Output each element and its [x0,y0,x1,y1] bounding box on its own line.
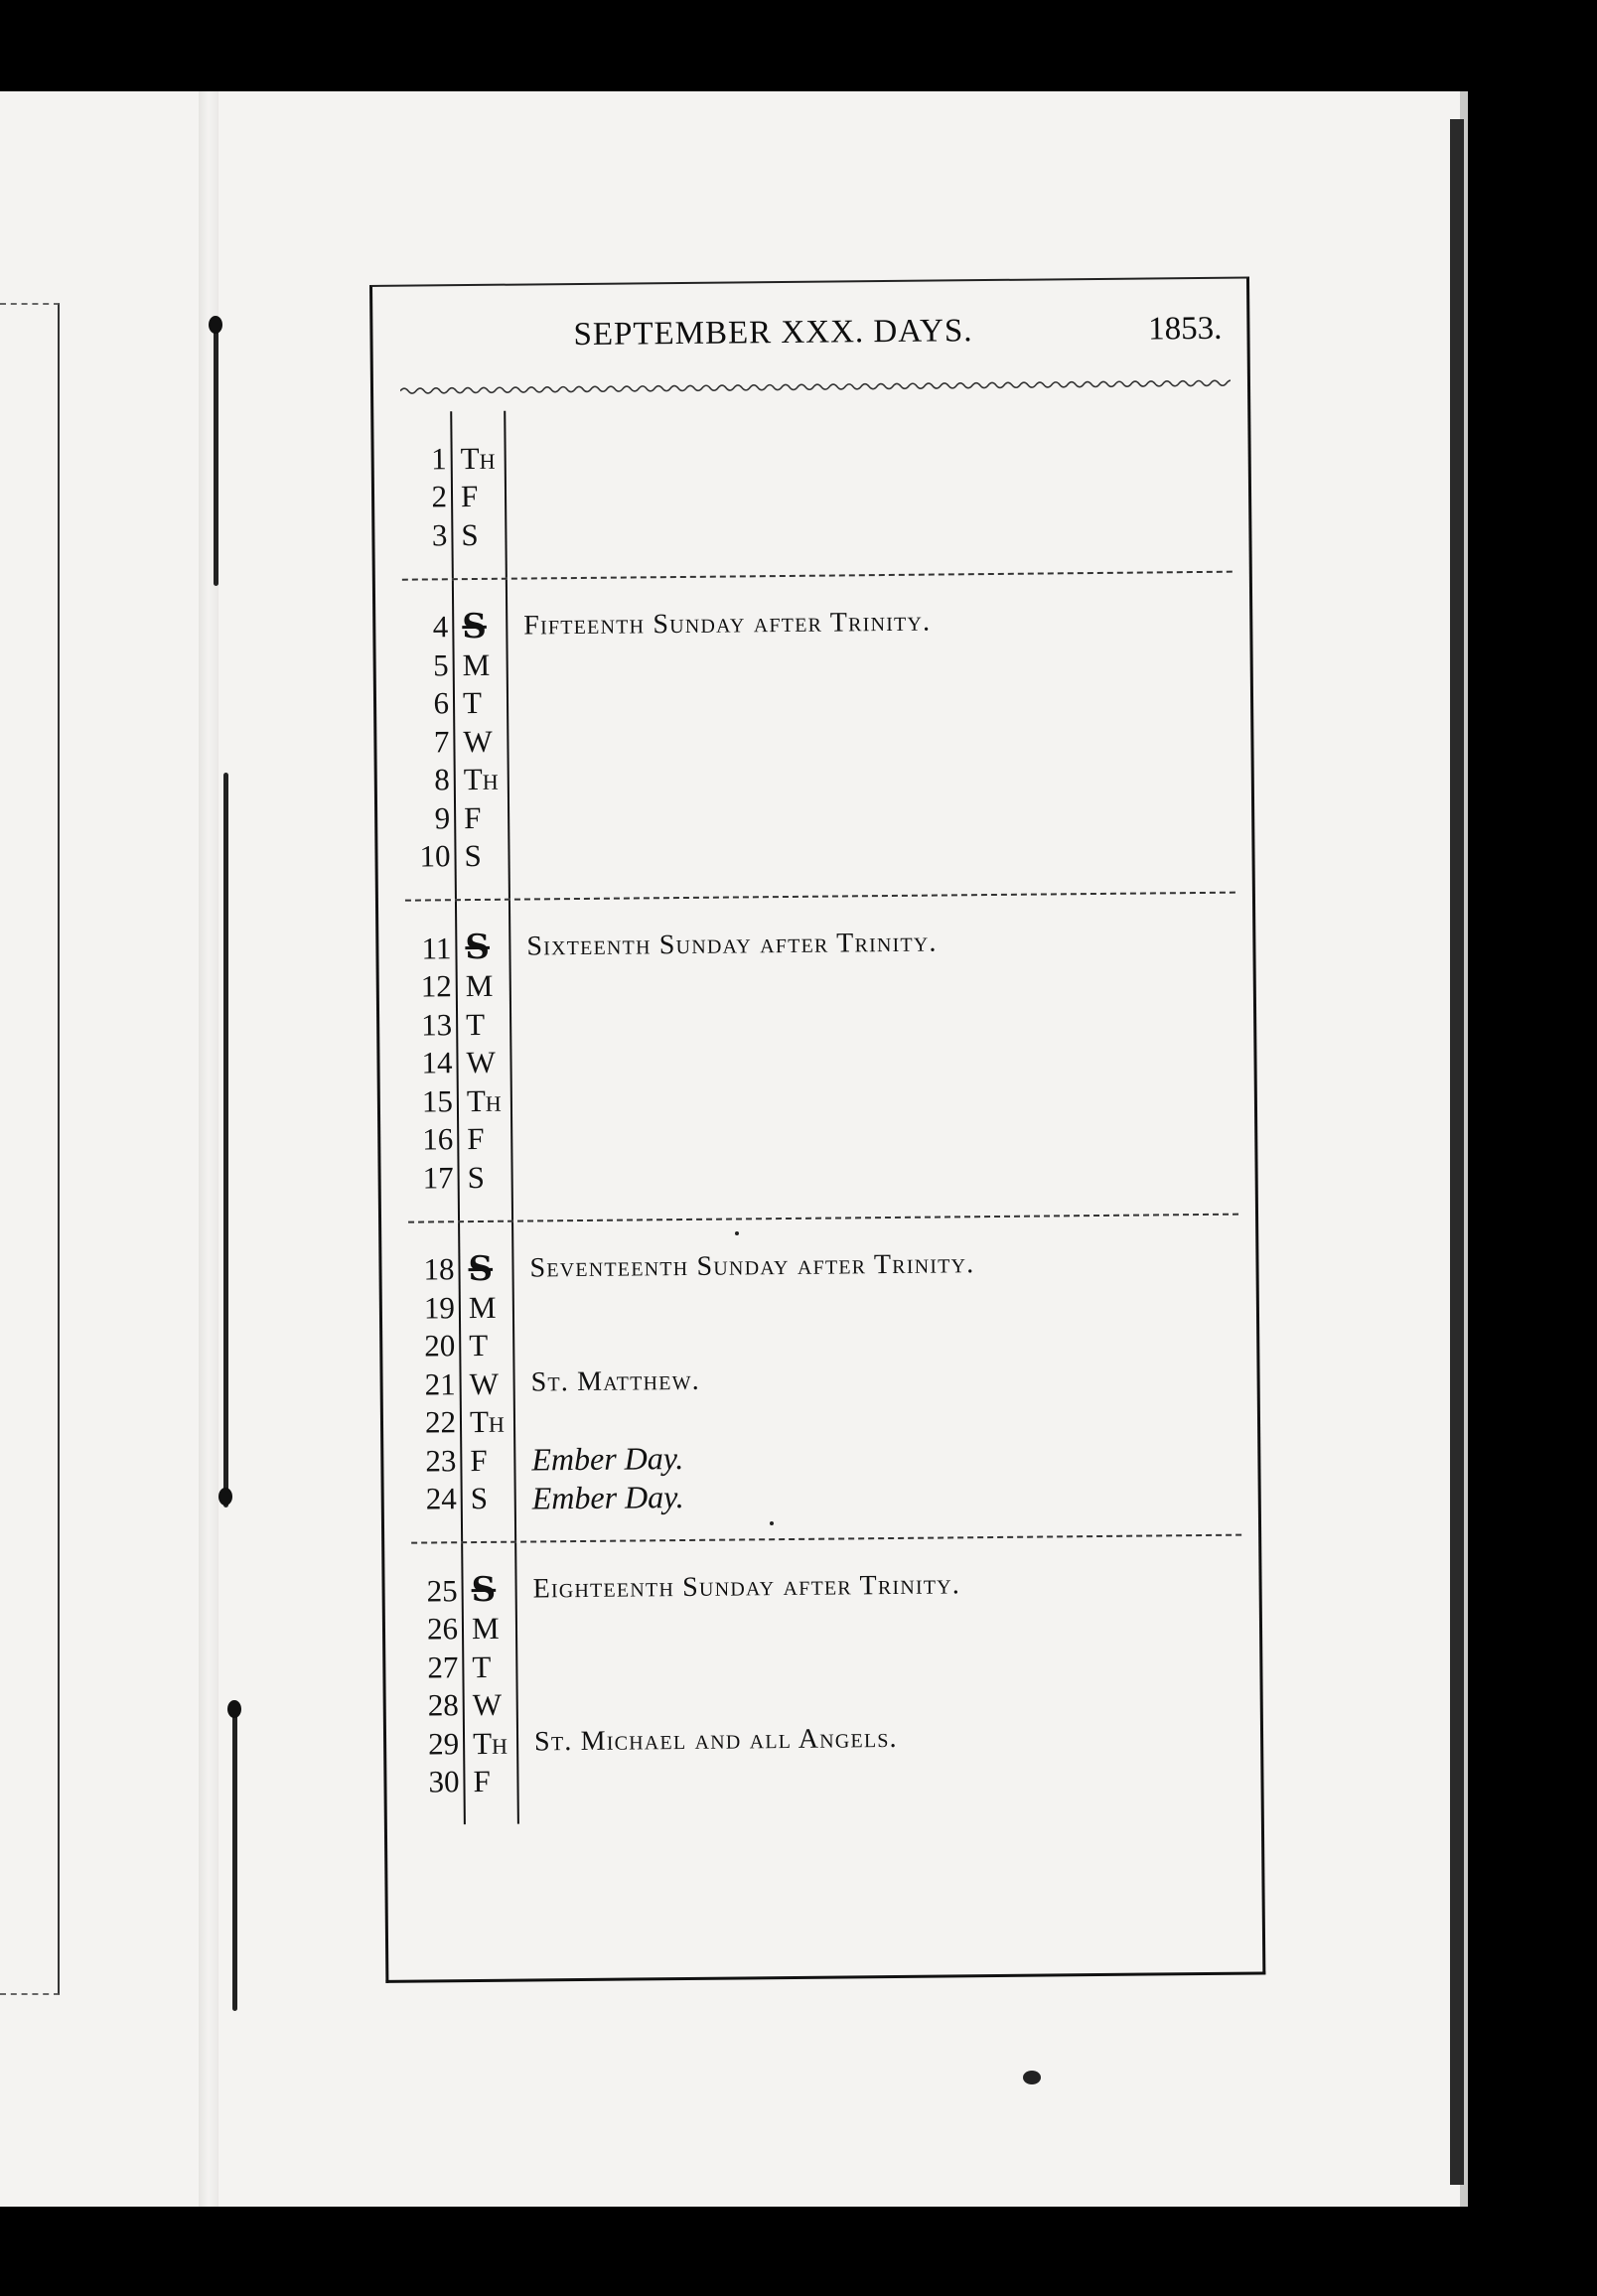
day-row [407,1151,1237,1198]
day-number: 29 [427,1725,460,1762]
day-number: 23 [425,1442,457,1479]
day-number: 16 [422,1121,454,1157]
day-number: 18 [423,1251,455,1287]
sunday-mark: S [471,1570,497,1611]
sunday-mark: S [465,928,491,968]
day-number: 6 [433,685,450,721]
feast-note: Ember Day. [531,1440,684,1478]
weekday-letter: S [470,1481,489,1516]
sunday-mark: S [468,1248,494,1289]
calendar-heading [369,311,1243,368]
weekday-letter: T [469,1328,489,1363]
sunday-observance: Eighteenth Sunday after Trinity. [532,1569,961,1605]
week-block [405,894,1238,1223]
day-number: 11 [421,930,452,966]
week-block [402,572,1235,902]
day-number: 21 [424,1365,456,1402]
weekday-letter: TH [472,1725,508,1761]
year-label: 1853. [1148,310,1223,348]
weekday-letter: T [472,1649,492,1684]
weekday-letter: F [470,1442,488,1478]
weekday-letter: T [462,685,483,721]
weekday-letter: S [461,516,479,552]
stitch-knot [209,316,222,334]
day-number: 15 [421,1082,454,1119]
day-number: 26 [426,1611,459,1647]
day-number: 28 [427,1687,459,1723]
weekday-letter: W [472,1687,503,1723]
day-number: 20 [424,1328,456,1363]
weekday-letter: F [460,479,479,514]
weekday-letter: W [463,723,493,759]
day-row [411,1472,1241,1518]
day-number: 9 [434,799,451,836]
weekday-letter: T [465,1006,486,1042]
day-row [401,508,1232,555]
day-number: 3 [431,517,448,553]
ink-blot [1023,2071,1041,2084]
day-number: 30 [428,1764,460,1799]
day-number: 4 [432,609,449,645]
sunday-observance: Fifteenth Sunday after Trinity. [523,606,932,642]
day-number: 27 [427,1649,459,1685]
weekday-letter: M [462,646,491,682]
week-list [400,404,1244,1825]
weekday-letter: S [464,838,482,874]
day-number: 25 [426,1572,458,1609]
weekday-letter: TH [460,440,496,476]
weekday-letter: TH [463,762,499,797]
day-number: 1 [431,441,447,477]
day-number: 5 [433,647,449,683]
day-number: 14 [421,1045,453,1080]
weekday-letter: M [471,1611,500,1647]
weekday-letter: F [473,1764,491,1799]
calendar-frame [369,276,1287,1983]
binding-stitch [214,318,218,586]
month-title: SEPTEMBER XXX. DAYS. [573,313,973,354]
weekday-letter: TH [469,1404,505,1440]
weekday-letter: W [466,1045,496,1080]
page-edge-shadow [1450,119,1464,2185]
weekday-letter: TH [466,1082,502,1118]
weekday-letter: F [463,799,482,835]
day-number: 12 [420,968,452,1004]
day-number: 19 [423,1289,456,1326]
week-block [411,1536,1244,1825]
weekday-letter: W [469,1365,500,1401]
feast-note: St. Matthew. [530,1365,701,1398]
day-number: 24 [425,1481,457,1516]
binding-stitch [223,773,228,1507]
weekday-letter: F [467,1121,485,1157]
stitch-knot [218,1488,232,1506]
day-number: 7 [433,724,450,760]
day-number: 17 [422,1159,454,1196]
day-number: 2 [431,479,448,514]
sunday-observance: Seventeenth Sunday after Trinity. [529,1247,975,1284]
facing-page-frame [0,303,60,1995]
day-row [404,829,1234,876]
week-block [400,404,1233,581]
week-block [408,1215,1241,1544]
sunday-mark: S [462,606,488,646]
stitch-knot [227,1700,241,1718]
weekday-letter: M [468,1289,497,1325]
weekday-letter: M [465,968,494,1004]
weekday-letter: S [467,1159,486,1195]
day-number: 22 [424,1404,457,1440]
day-row [413,1755,1243,1801]
sunday-observance: Sixteenth Sunday after Trinity. [526,927,938,962]
day-number: 10 [419,838,451,874]
binding-stitch [232,1703,237,2011]
day-number: 8 [434,762,450,797]
day-number: 13 [420,1006,453,1043]
feast-note: St. Michael and all Angels. [533,1723,898,1758]
feast-note: Ember Day. [531,1478,684,1516]
